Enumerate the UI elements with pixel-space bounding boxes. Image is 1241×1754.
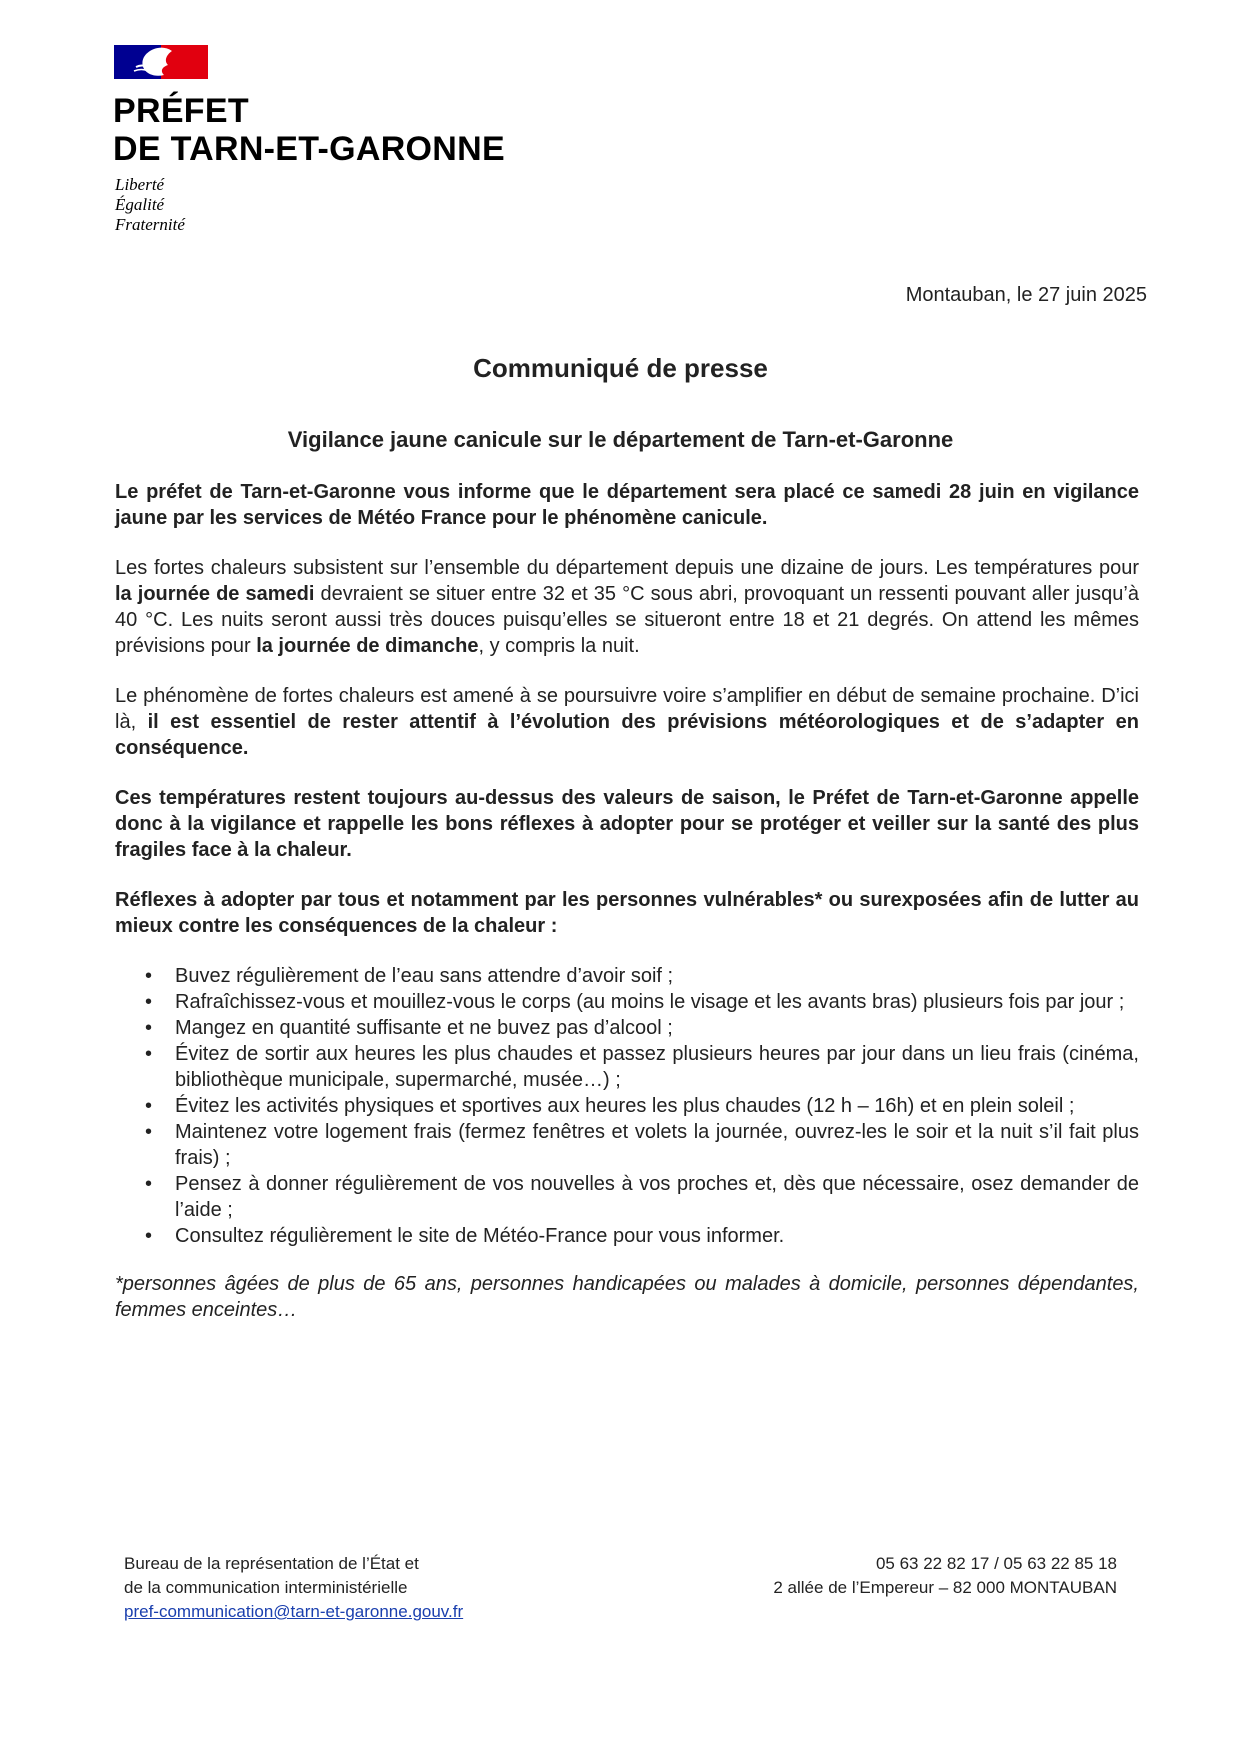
para1-bold-saturday: la journée de samedi: [115, 583, 315, 605]
para2-bold-advice: il est essentiel de rester attentif à l’évolution des prévisions météorologiques et de s’adapter en conséquence.: [115, 711, 1139, 759]
footnote: *personnes âgées de plus de 65 ans, personnes handicapées ou malades à domicile, personnes dépendantes, femmes enceintes…: [115, 1273, 1139, 1321]
document-subtitle: Vigilance jaune canicule sur le département de Tarn-et-Garonne: [287, 427, 954, 452]
list-item: • Évitez les activités physiques et sportives aux heures les plus chaudes (12 h – 16h) et en plein soleil ;: [145, 1093, 1139, 1119]
footer-contact-office: [124, 1552, 463, 1624]
footer-contact-address: [773, 1552, 1117, 1600]
reflexes-list: [115, 963, 1139, 1249]
prefecture-name-line-1: PRÉFET: [113, 92, 249, 130]
footer-address: 2 allée de l’Empereur – 82 000 MONTAUBAN: [773, 1578, 1117, 1597]
dateline: Montauban, le 27 juin 2025: [905, 284, 1147, 306]
prefecture-name: [113, 92, 505, 168]
para1-text-1: Les fortes chaleurs subsistent sur l’ensemble du département depuis une dizaine de jours. Les températures pour: [115, 557, 1139, 579]
footer-office-line-1: Bureau de la représentation de l’État et: [124, 1554, 419, 1573]
list-item: • Buvez régulièrement de l’eau sans attendre d’avoir soif ;: [145, 963, 1139, 989]
list-item: • Consultez régulièrement le site de Météo-France pour vous informer.: [145, 1223, 1139, 1249]
republic-motto: [115, 175, 185, 235]
paragraph-temperatures: [115, 555, 1139, 659]
footer-phone-numbers: 05 63 22 82 17 / 05 63 22 85 18: [875, 1554, 1117, 1573]
list-item: • Maintenez votre logement frais (fermez fenêtres et volets la journée, ouvrez-les le soir et la nuit s’il fait plus frais) ;: [145, 1119, 1139, 1171]
para1-bold-sunday: la journée de dimanche: [256, 635, 479, 657]
list-item: • Évitez de sortir aux heures les plus chaudes et passez plusieurs heures par jour dans un lieu frais (cinéma, bibliothèque municipale, supermarché, musée…) ;: [145, 1041, 1139, 1093]
motto-fraternite: Fraternité: [115, 215, 185, 234]
list-item: • Rafraîchissez-vous et mouillez-vous le corps (au moins le visage et les avants bras) plusieurs fois par jour ;: [145, 989, 1139, 1015]
paragraph-outlook: [115, 683, 1139, 761]
footer-office-line-2: de la communication interministérielle: [124, 1578, 408, 1597]
para1-text-3: , y compris la nuit.: [478, 635, 640, 657]
intro-paragraph: Le préfet de Tarn-et-Garonne vous informe que le département sera placé ce samedi 28 juin en vigilance jaune par les services de Météo France pour le phénomène canicule.: [115, 481, 1139, 529]
document-title: Communiqué de presse: [473, 353, 768, 383]
list-item: • Mangez en quantité suffisante et ne buvez pas d’alcool ;: [145, 1015, 1139, 1041]
prefecture-name-line-2: DE TARN-ET-GARONNE: [113, 130, 505, 168]
marianne-logo-icon: [114, 45, 208, 79]
list-item: • Pensez à donner régulièrement de vos nouvelles à vos proches et, dès que nécessaire, osez demander de l’aide ;: [145, 1171, 1139, 1223]
reflexes-title: Réflexes à adopter par tous et notamment par les personnes vulnérables* ou surexposées afin de lutter au mieux contre les conséquences de la chaleur :: [115, 889, 1139, 937]
document-body: [115, 479, 1139, 1347]
para1-text-2: devraient se situer entre 32 et 35 °C sous abri, provoquant un ressenti pouvant aller jusqu’à 40 °C. Les nuits seront aussi très douces puisqu’elles se situeront entre 18 et 21 degrés. On attend les mêmes prévisions pour: [115, 583, 1139, 657]
footer-email-link[interactable]: pref-communication@tarn-et-garonne.gouv.fr: [124, 1602, 464, 1621]
motto-liberte: Liberté: [115, 175, 165, 194]
paragraph-vigilance: Ces températures restent toujours au-dessus des valeurs de saison, le Préfet de Tarn-et-Garonne appelle donc à la vigilance et rappelle les bons réflexes à adopter pour se protéger et veiller sur la santé des plus fragiles face à la chaleur.: [115, 787, 1139, 861]
para2-text-1: Le phénomène de fortes chaleurs est amené à se poursuivre voire s’amplifier en début de semaine prochaine. D’ici là,: [115, 685, 1139, 733]
motto-egalite: Égalité: [115, 195, 165, 214]
